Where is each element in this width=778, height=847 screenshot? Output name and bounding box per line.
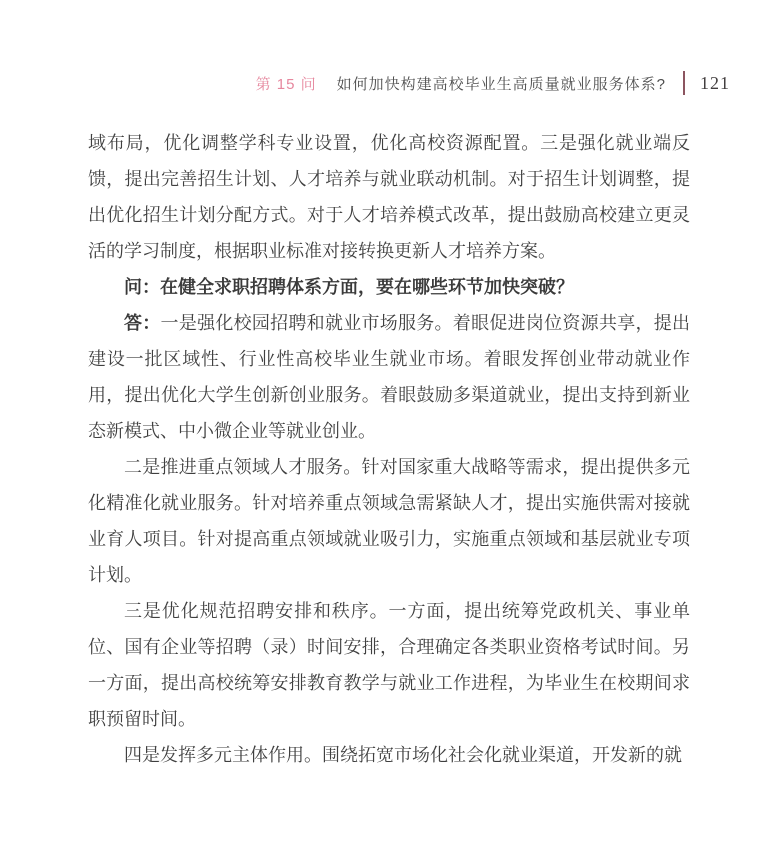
section-label: 第 15 问 xyxy=(255,75,317,93)
running-header xyxy=(256,70,730,96)
answer-label: 答： xyxy=(124,313,161,333)
question-paragraph: 问：在健全求职招聘体系方面，要在哪些环节加快突破？ xyxy=(124,277,574,297)
continuation-paragraph: 域布局，优化调整学科专业设置，优化高校资源配置。三是强化就业端反馈，提出完善招生计划、人才培养与就业联动机制。对于招生计划调整，提出优化招生计划分配方式。对于人才培养模式改革，提出鼓励高校建立更灵活的学习制度，根据职业标准对接转换更新人才培养方案。 xyxy=(88,133,690,261)
paragraph: 四是发挥多元主体作用。围绕拓宽市场化社会化就业渠道，开发新的就 xyxy=(124,745,682,765)
answer-paragraph: 答：一是强化校园招聘和就业市场服务。着眼促进岗位资源共享，提出建设一批区域性、行业性高校毕业生就业市场。着眼发挥创业带动就业作用，提出优化大学生创新创业服务。着眼鼓励多渠道就业，提出支持到新业态新模式、中小微企业等就业创业。 xyxy=(88,313,691,441)
question-label: 问： xyxy=(124,277,160,297)
body-text xyxy=(88,125,690,773)
paragraph: 二是推进重点领域人才服务。针对国家重大战略等需求，提出提供多元化精准化就业服务。针对培养重点领域急需紧缺人才，提出实施供需对接就业育人项目。针对提高重点领域就业吸引力，实施重点领域和基层就业专项计划。 xyxy=(88,457,690,585)
chapter-title: 如何加快构建高校毕业生高质量就业服务体系? xyxy=(336,75,666,93)
paragraph: 三是优化规范招聘安排和秩序。一方面，提出统筹党政机关、事业单位、国有企业等招聘（录）时间安排，合理确定各类职业资格考试时间。另一方面，提出高校统筹安排教育教学与就业工作进程，为毕业生在校期间求职预留时间。 xyxy=(88,601,690,729)
page-number: 121 xyxy=(700,72,730,93)
header-divider xyxy=(683,71,685,95)
